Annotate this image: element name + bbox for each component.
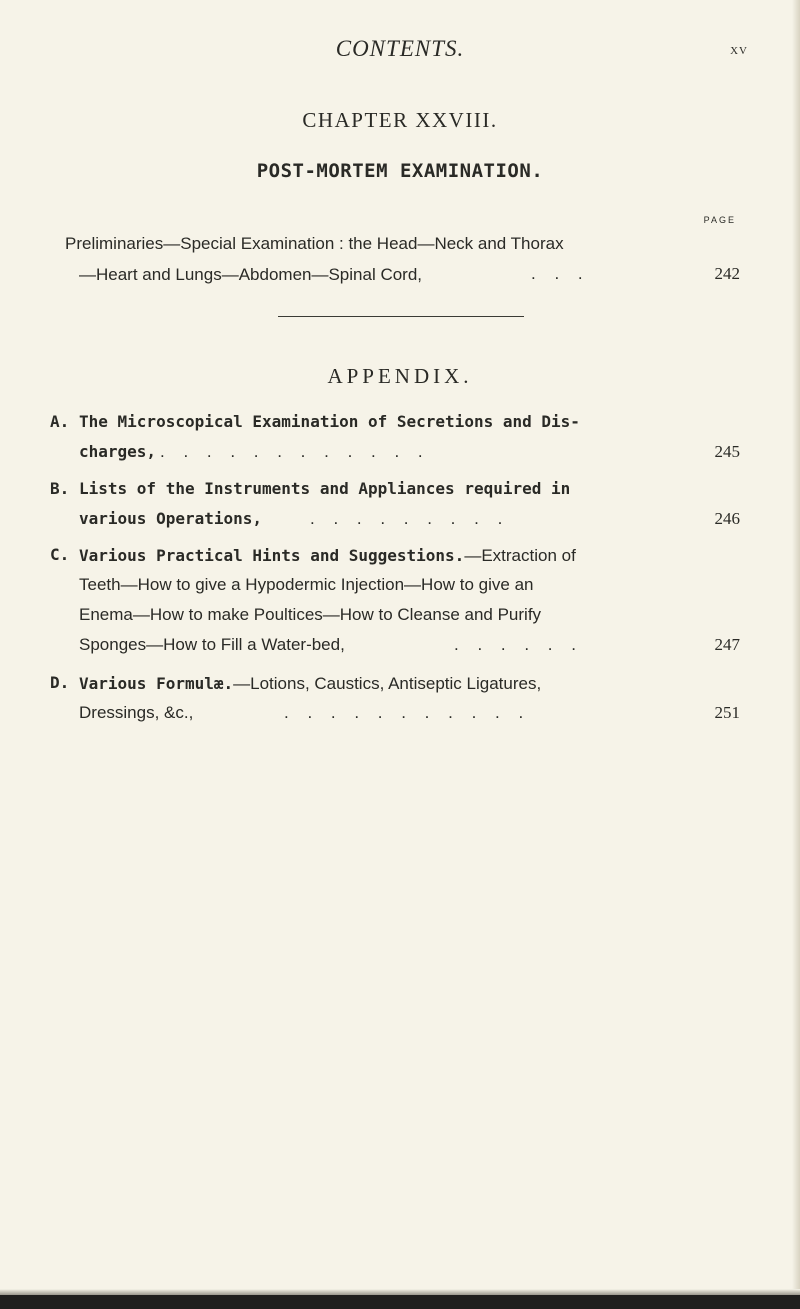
- entry-title-line1: The Microscopical Examination of Secretions and Dis-: [79, 412, 580, 431]
- section-divider: [278, 316, 524, 317]
- chapter-summary-line1: Preliminaries—Special Examination : the Head—Neck and Thorax: [65, 234, 564, 253]
- leader-dots: . . .: [531, 264, 590, 283]
- chapter-title: POST-MORTEM EXAMINATION.: [256, 160, 544, 182]
- entry-title-bold: Various Practical Hints and Suggestions.: [79, 546, 465, 565]
- appendix-heading: APPENDIX.: [327, 364, 473, 388]
- entry-letter: B.: [50, 479, 70, 498]
- entry-page-ref: 246: [714, 509, 740, 528]
- leader-dots: . . . . . .: [454, 635, 583, 654]
- leader-dots: . . . . . . . . . . .: [284, 703, 531, 722]
- entry-title-rest: —Lotions, Caustics, Antiseptic Ligatures,: [233, 674, 542, 693]
- entry-page-ref: 251: [714, 703, 740, 722]
- chapter-number: CHAPTER XXVIII.: [302, 108, 498, 132]
- entry-title-bold: Various Formulæ.: [79, 674, 234, 693]
- entry-page-ref: 247: [714, 635, 740, 654]
- entry-text-line2: Dressings, &c.,: [79, 703, 194, 722]
- page-column-label: PAGE: [703, 215, 736, 225]
- entry-title-line1: Lists of the Instruments and Appliances required in: [79, 479, 571, 498]
- entry-letter: D.: [50, 673, 70, 692]
- chapter-page-ref: 242: [714, 264, 740, 283]
- entry-title-line2: charges,: [79, 442, 157, 461]
- entry-title-rest: —Extraction of: [464, 546, 576, 565]
- entry-page-ref: 245: [714, 442, 740, 461]
- entry-letter: A.: [50, 412, 70, 431]
- entry-letter: C.: [50, 545, 70, 564]
- entry-text-line3: Enema—How to make Poultices—How to Cleanse and Purify: [79, 605, 542, 624]
- running-title: CONTENTS.: [335, 36, 465, 61]
- page-edge-shadow: [792, 0, 800, 1309]
- entry-text-line2: Teeth—How to give a Hypodermic Injection—How to give an: [79, 575, 534, 594]
- leader-dots: . . . . . . . . .: [310, 509, 510, 528]
- entry-text-line4: Sponges—How to Fill a Water-bed,: [79, 635, 345, 654]
- page-number: xv: [730, 42, 748, 58]
- chapter-summary-line2: —Heart and Lungs—Abdomen—Spinal Cord,: [79, 265, 423, 284]
- entry-title-line2: various Operations,: [79, 509, 263, 528]
- leader-dots: . . . . . . . . . . . .: [160, 442, 430, 461]
- chapter-summary-line2-row: [79, 264, 740, 290]
- page-bottom-edge: [0, 1295, 800, 1309]
- running-head: [0, 36, 800, 66]
